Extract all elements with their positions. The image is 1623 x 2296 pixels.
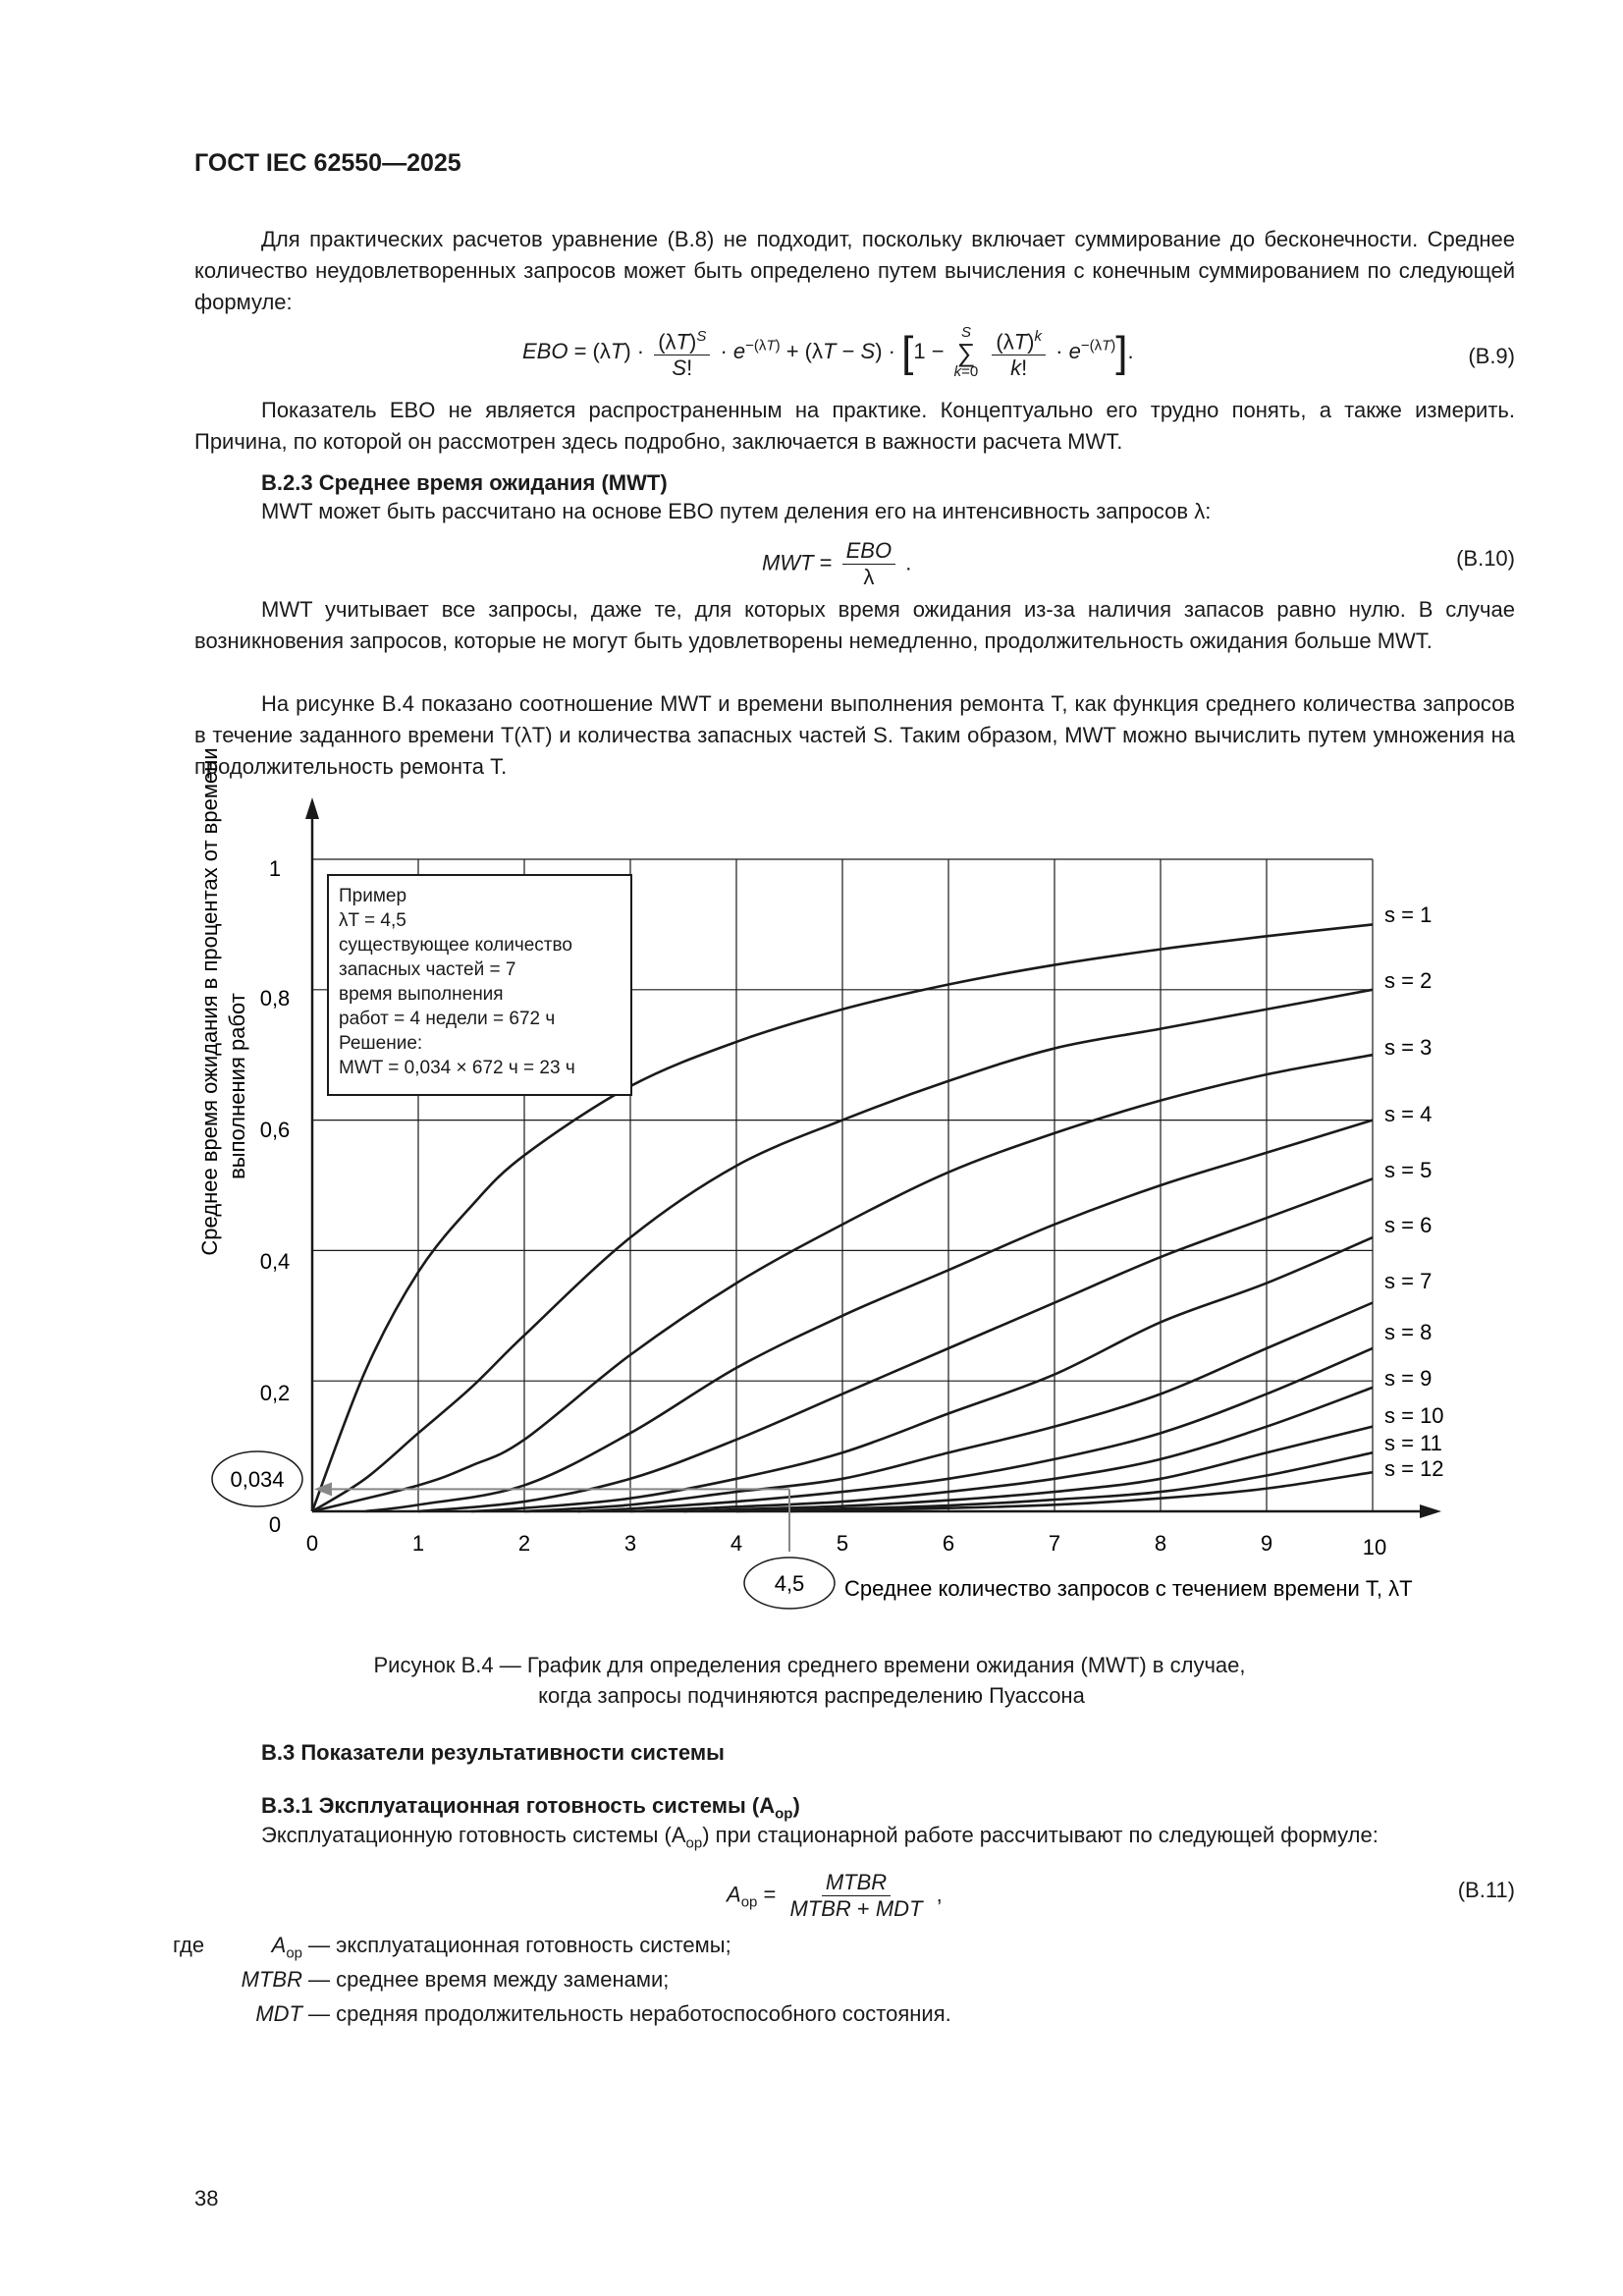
series-label: s = 8 bbox=[1384, 1320, 1433, 1344]
y-tick-label: 0 bbox=[268, 1512, 282, 1537]
section-b23-heading: B.2.3 Среднее время ожидания (MWT) bbox=[261, 470, 668, 495]
where-desc-aop: — эксплуатационная готовность системы; bbox=[308, 1933, 731, 1957]
section-b3-heading: B.3 Показатели результативности системы bbox=[261, 1740, 725, 1765]
figure-caption-line1: Рисунок B.4 — График для определения среднего времени ожидания (MWT) в случае, bbox=[373, 1653, 1246, 1677]
x-tick-label: 10 bbox=[1362, 1535, 1387, 1559]
paragraph-2: Показатель EBO не является распространенным на практике. Концептуально его трудно понять, а также измерить. Причина, по которой он рассмотрен здесь подробно, заключается в важности расчета MWT. bbox=[194, 398, 1515, 454]
x-tick-label: 0 bbox=[305, 1531, 319, 1556]
where-desc-mtbr: — среднее время между заменами; bbox=[308, 1967, 670, 1992]
series-label: s = 2 bbox=[1384, 968, 1433, 993]
series-label: s = 10 bbox=[1384, 1403, 1444, 1428]
chart-y-axis-label bbox=[197, 747, 249, 1255]
x-tick-label: 4 bbox=[730, 1531, 743, 1556]
y-axis-label-line2: выполнения работ bbox=[225, 993, 249, 1179]
series-label: s = 9 bbox=[1384, 1366, 1433, 1391]
series-label: s = 6 bbox=[1384, 1213, 1433, 1237]
example-line: время выполнения bbox=[339, 984, 504, 1005]
example-line: запасных частей = 7 bbox=[339, 959, 516, 980]
chart-series-labels bbox=[1384, 902, 1444, 1481]
chart-example-marker bbox=[212, 1451, 835, 1609]
page-number: 38 bbox=[194, 2186, 219, 2211]
series-curve bbox=[365, 1121, 1373, 1511]
figure-caption-line2: когда запросы подчиняются распределению Пуассона bbox=[538, 1683, 1085, 1708]
y-tick-label: 0,4 bbox=[259, 1249, 291, 1274]
where-symbol-aop: $A_{op}$ bbox=[271, 1933, 302, 1962]
x-axis-label: Среднее количество запросов с течением времени T, λT bbox=[844, 1576, 1413, 1601]
paragraph-6: Эксплуатационную готовность системы $(A_{op})$ при стационарной работе рассчитывают по следующей формуле: bbox=[261, 1823, 1379, 1852]
y-tick-label: 1 bbox=[268, 856, 282, 881]
x-axis-arrow bbox=[1420, 1504, 1441, 1518]
formula-b11: $A_{op}$ = $\frac{\text{MTBR}}{\text{MTBR + MDT}}$ , bbox=[727, 1870, 943, 1921]
example-line: существующее количество bbox=[339, 935, 572, 956]
x-tick-label: 5 bbox=[836, 1531, 849, 1556]
where-desc-mdt: — средняя продолжительность неработоспособного состояния. bbox=[308, 2001, 951, 2026]
y-axis-label-line1: Среднее время ожидания в процентах от времени bbox=[197, 747, 222, 1256]
series-label: s = 3 bbox=[1384, 1035, 1433, 1060]
where-label: где bbox=[173, 1933, 205, 1957]
series-label: s = 7 bbox=[1384, 1269, 1433, 1293]
y-axis-arrow bbox=[305, 797, 319, 819]
x-tick-label: 7 bbox=[1048, 1531, 1061, 1556]
example-line: Пример bbox=[339, 886, 407, 906]
example-line: MWT = 0,034 × 672 ч = 23 ч bbox=[339, 1058, 575, 1078]
y-tick-label: 0,8 bbox=[259, 986, 291, 1011]
example-line: Решение: bbox=[339, 1033, 423, 1054]
paragraph-3: MWT может быть рассчитано на основе EBO путем деления его на интенсивность запросов λ: bbox=[261, 499, 1212, 523]
series-curve bbox=[683, 1427, 1373, 1511]
x-tick-label: 6 bbox=[942, 1531, 955, 1556]
formula-b10: MWT = $\frac{\text{EBO}}{\lambda}$ . bbox=[762, 538, 912, 589]
x-tick-label: 2 bbox=[517, 1531, 531, 1556]
section-b31-heading: B.3.1 Эксплуатационная готовность системы $(A_{op})$ bbox=[261, 1793, 800, 1823]
equation-number-b11: (B.11) bbox=[1457, 1878, 1515, 1902]
where-symbol-mdt: MDT bbox=[255, 2001, 302, 2026]
paragraph-5: На рисунке B.4 показано соотношение MWT и времени выполнения ремонта T, как функция среднего количества запросов в течение заданного времени T(λT) и количества запасных частей S. Таким образом, MWT можно вычислить путем умножения на продолжительность ремонта T. bbox=[194, 691, 1515, 779]
series-curve bbox=[630, 1388, 1373, 1511]
series-label: s = 11 bbox=[1384, 1431, 1442, 1455]
series-label: s = 1 bbox=[1384, 902, 1433, 927]
series-label: s = 5 bbox=[1384, 1158, 1433, 1182]
example-line: работ = 4 недели = 672 ч bbox=[339, 1009, 556, 1029]
x-tick-label: 9 bbox=[1260, 1531, 1273, 1556]
y-tick-label: 0,2 bbox=[259, 1381, 291, 1405]
equation-number-b9: (B.9) bbox=[1468, 344, 1515, 368]
paragraph-4: MWT учитывает все запросы, даже те, для которых время ожидания из-за наличия запасов равно нулю. В случае возникновения запросов, которые не могут быть удовлетворены немедленно, продолжительность ожидания больше MWT. bbox=[194, 597, 1515, 653]
paragraph-1: Для практических расчетов уравнение (B.8) не подходит, поскольку включает суммирование до бесконечности. Среднее количество неудовлетворенных запросов может быть определено путем вычисления с конечным суммированием по следующей формуле: bbox=[194, 227, 1515, 314]
x-tick-label: 3 bbox=[623, 1531, 637, 1556]
x-tick-label: 1 bbox=[411, 1531, 425, 1556]
series-label: s = 12 bbox=[1384, 1456, 1444, 1481]
equation-number-b10: (B.10) bbox=[1456, 546, 1515, 571]
marker-y-label: 0,034 bbox=[230, 1467, 285, 1492]
example-box bbox=[327, 874, 632, 1096]
formula-b9: EBO = (λT) · $\frac{(\lambda T)^S}{S!}$ · $e^{-(\lambda T)} + (\lambda T - S) \cdot [1$ − S ∑ k=0 $\frac{(\lambda T)^k}{k!}$ · $e^{-(\lambda T)}$]. bbox=[522, 324, 1134, 381]
x-tick-label: 8 bbox=[1154, 1531, 1167, 1556]
marker-x-label: 4,5 bbox=[774, 1571, 805, 1596]
y-tick-label: 0,6 bbox=[259, 1118, 291, 1142]
example-line: λT = 4,5 bbox=[339, 910, 406, 931]
page-header: ГОСТ IEC 62550—2025 bbox=[194, 149, 461, 177]
where-symbol-mtbr: MTBR bbox=[241, 1967, 302, 1992]
series-label: s = 4 bbox=[1384, 1102, 1433, 1126]
